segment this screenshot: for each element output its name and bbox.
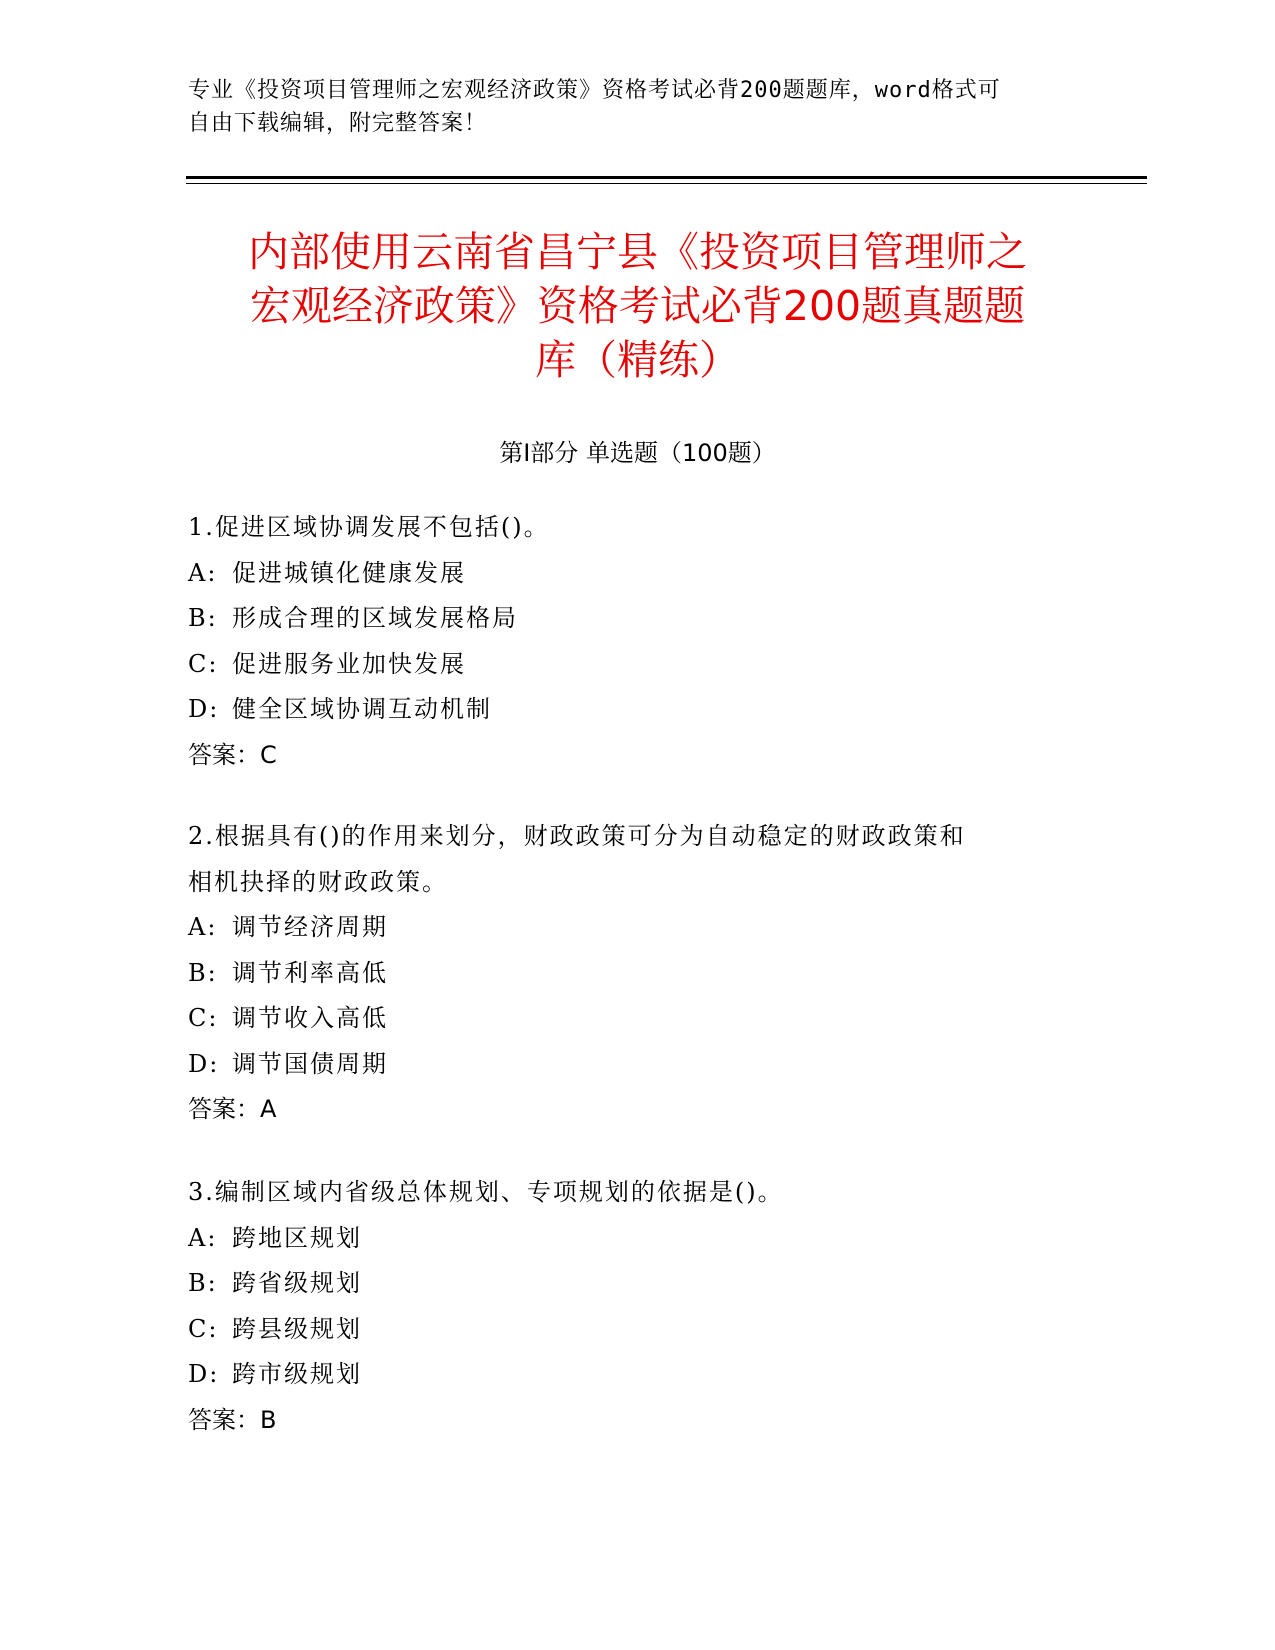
option-text: 调节经济周期 xyxy=(232,913,388,941)
option-text: 调节国债周期 xyxy=(232,1049,388,1078)
document-title-line-1: 内部使用云南省昌宁县《投资项目管理师之 xyxy=(248,228,1027,276)
answer: 答案：A xyxy=(188,1095,277,1123)
option-letter: B: xyxy=(188,604,218,632)
question-stem: 3.编制区域内省级总体规划、专项规划的依据是()。 xyxy=(188,1178,784,1206)
option-c xyxy=(188,1307,1068,1353)
header-divider-thin xyxy=(186,183,1147,184)
header-note xyxy=(188,74,1068,140)
option-a xyxy=(188,1216,1068,1262)
option-text: 促进城镇化健康发展 xyxy=(232,558,466,587)
question-stem: 2.根据具有()的作用来划分，财政政策可分为自动稳定的财政政策和 xyxy=(188,822,966,850)
option-text: 跨市级规划 xyxy=(232,1360,362,1388)
option-d xyxy=(188,687,1068,733)
option-letter: C: xyxy=(188,1004,219,1032)
option-c xyxy=(188,996,1068,1042)
option-b xyxy=(188,596,1068,642)
header-divider-thick xyxy=(186,176,1147,179)
option-text: 跨地区规划 xyxy=(232,1223,362,1252)
option-b xyxy=(188,951,1068,997)
section-title: 第Ⅰ部分 单选题（100题） xyxy=(499,439,776,467)
document-title xyxy=(190,225,1085,387)
question-stem-continued: 相机抉择的财政政策。 xyxy=(188,867,448,896)
option-text: 促进服务业加快发展 xyxy=(232,649,466,678)
option-letter: D: xyxy=(188,1049,220,1078)
option-letter: A: xyxy=(188,1223,218,1252)
option-letter: A: xyxy=(188,558,218,587)
question-3 xyxy=(188,1170,1068,1443)
option-text: 调节利率高低 xyxy=(232,958,388,987)
option-d xyxy=(188,1352,1068,1398)
answer: 答案：C xyxy=(188,740,277,769)
header-note-line-1: 专业《投资项目管理师之宏观经济政策》资格考试必背200题题库，word格式可 xyxy=(188,78,1001,103)
question-stem: 1.促进区域协调发展不包括()。 xyxy=(188,513,550,541)
answer: 答案：B xyxy=(188,1405,277,1434)
option-letter: A: xyxy=(188,913,218,941)
document-title-line-2: 宏观经济政策》资格考试必背200题真题题 xyxy=(249,282,1026,330)
question-1 xyxy=(188,505,1068,778)
option-letter: B: xyxy=(188,1269,218,1297)
option-a xyxy=(188,551,1068,597)
option-letter: B: xyxy=(188,958,218,987)
option-c xyxy=(188,642,1068,688)
option-letter: D: xyxy=(188,1360,220,1388)
header-note-line-2: 自由下载编辑，附完整答案！ xyxy=(188,111,488,136)
option-letter: C: xyxy=(188,1314,219,1343)
option-text: 跨省级规划 xyxy=(232,1269,362,1297)
option-b xyxy=(188,1261,1068,1307)
option-text: 形成合理的区域发展格局 xyxy=(232,604,518,632)
option-text: 跨县级规划 xyxy=(232,1314,362,1343)
document-title-line-3: 库（精练） xyxy=(535,336,740,384)
question-2 xyxy=(188,814,1068,1133)
option-letter: D: xyxy=(188,695,220,723)
option-letter: C: xyxy=(188,649,219,678)
option-a xyxy=(188,905,1068,951)
option-text: 调节收入高低 xyxy=(232,1004,388,1032)
option-text: 健全区域协调互动机制 xyxy=(232,695,492,723)
option-d xyxy=(188,1042,1068,1088)
